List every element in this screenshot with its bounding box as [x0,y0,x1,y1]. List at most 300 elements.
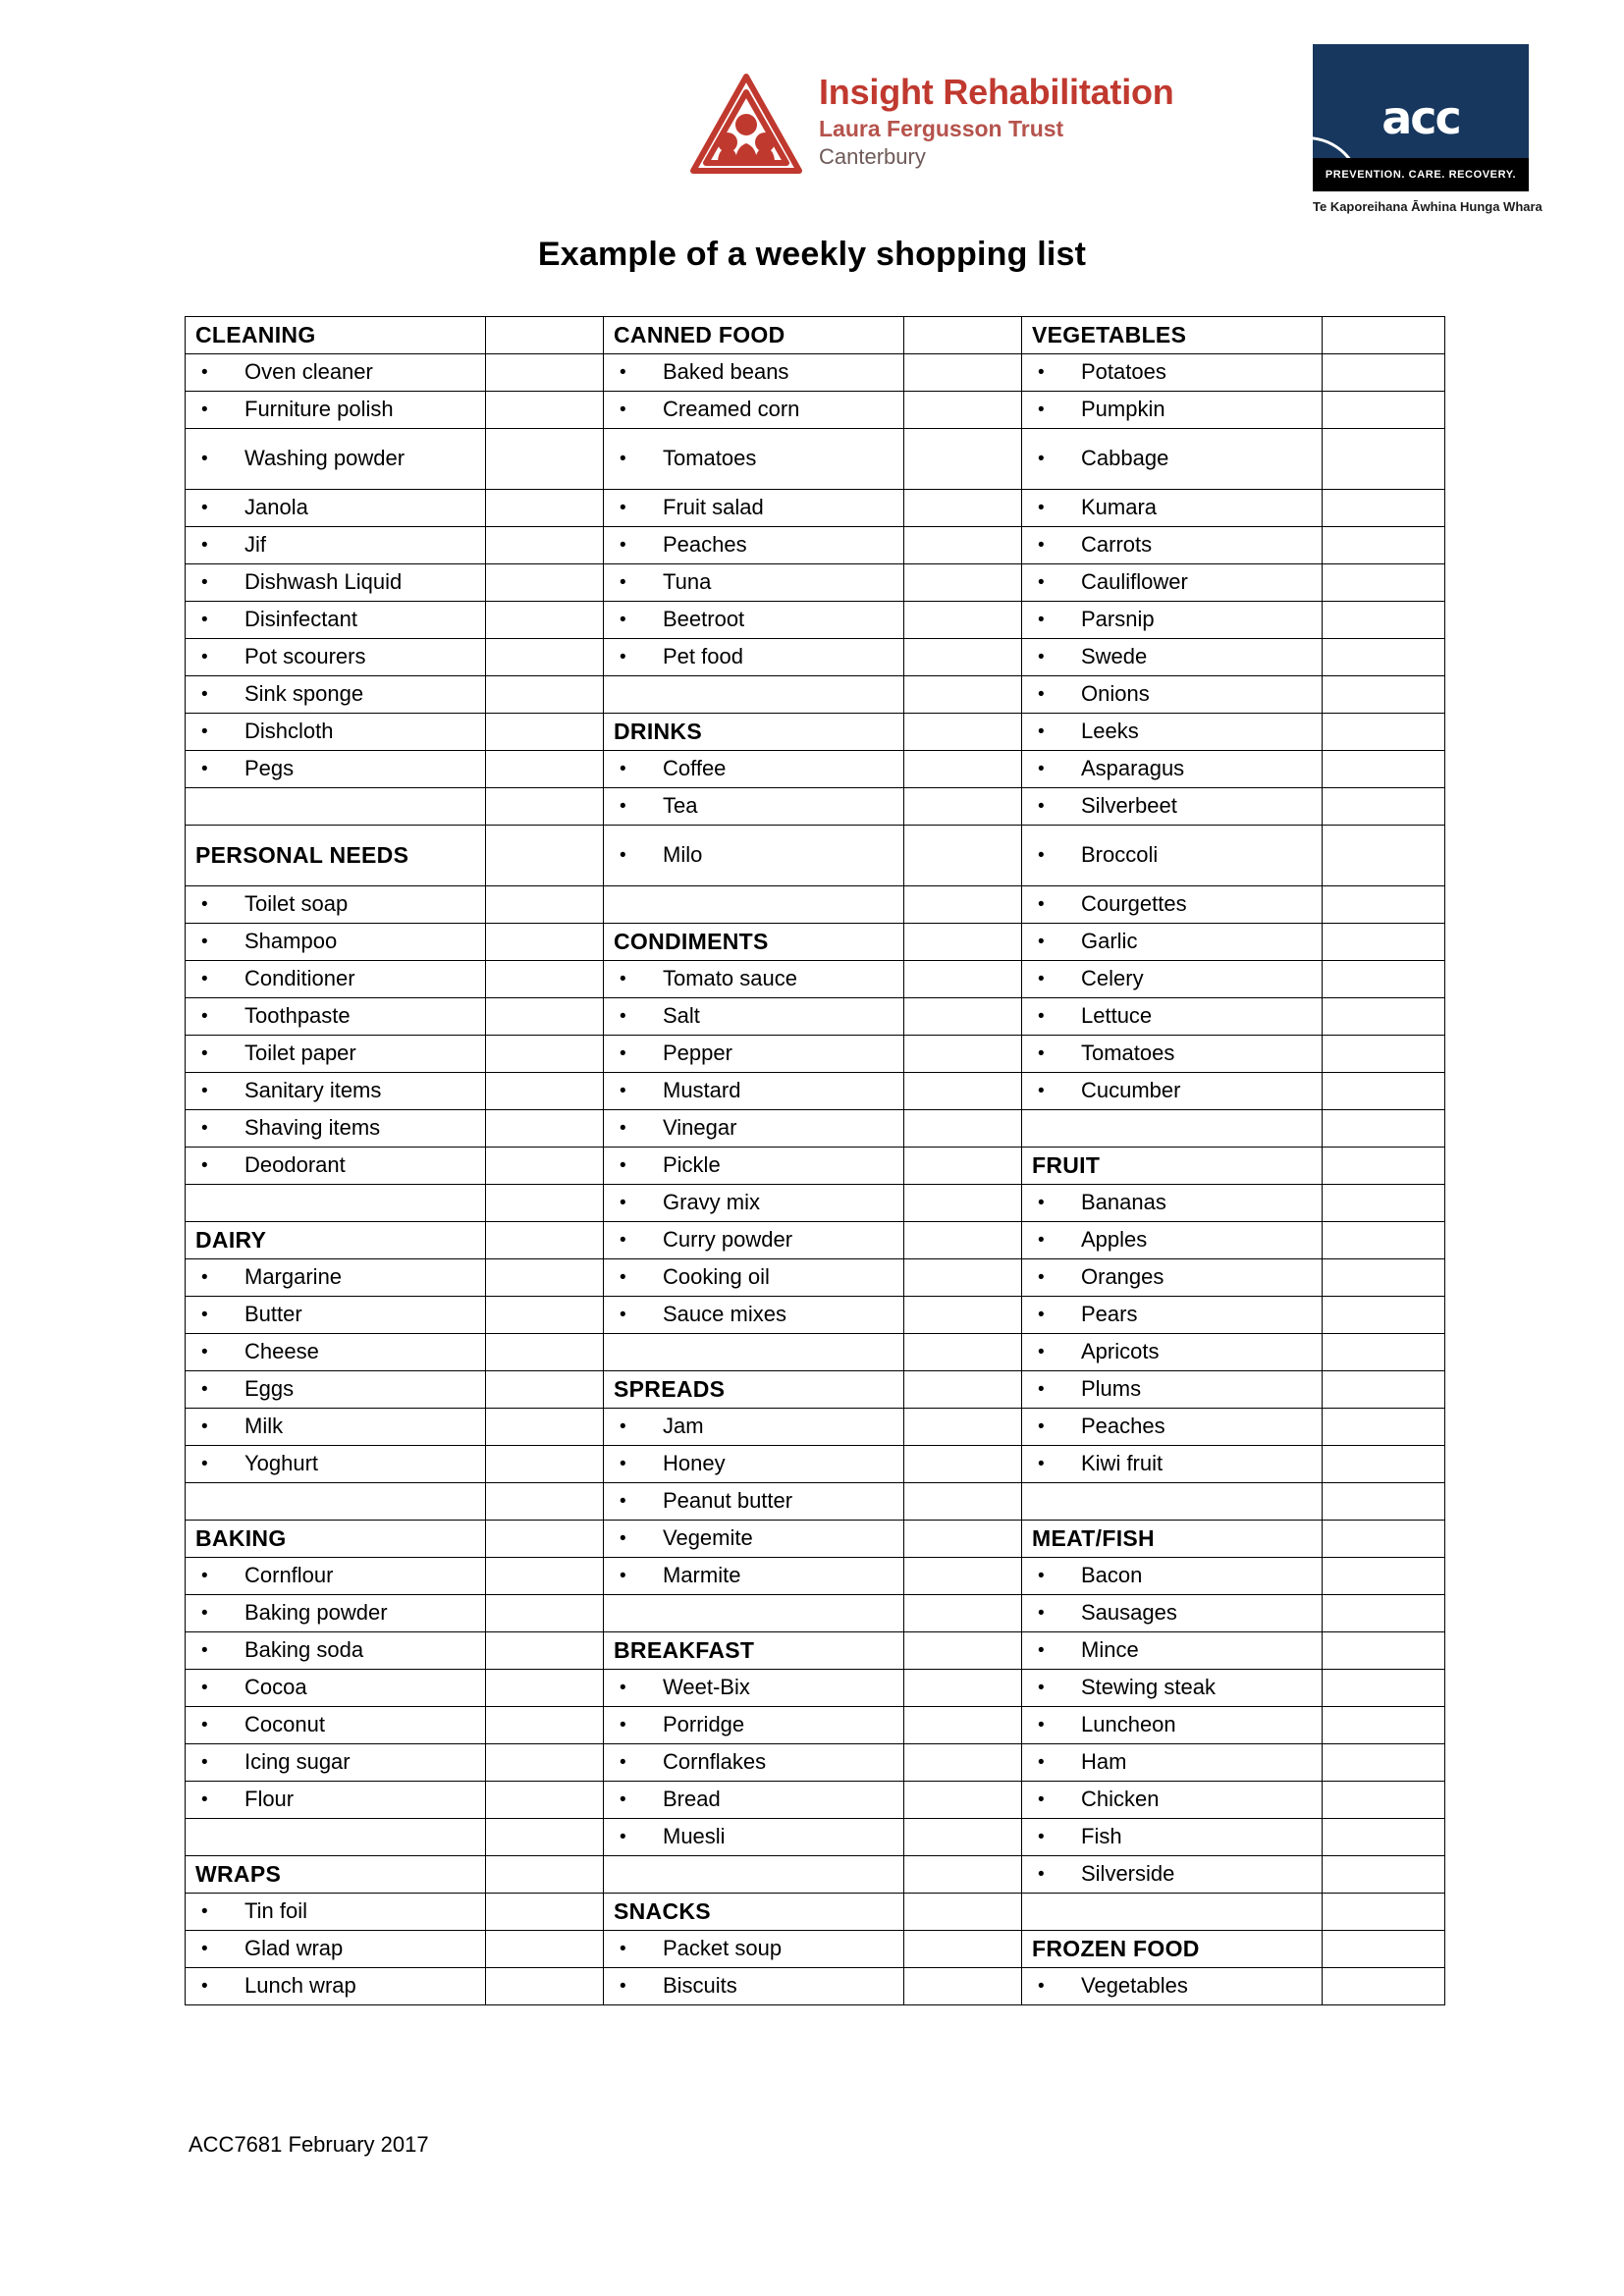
bullet-icon: • [201,646,208,667]
item-tick-cell[interactable] [486,1110,604,1148]
shopping-item-cell [604,392,904,429]
item-tick-cell[interactable] [904,961,1022,998]
shopping-item-cell [604,1782,904,1819]
shopping-item-cell [1022,998,1323,1036]
shopping-item-label: Biscuits [663,1973,737,1999]
item-tick-cell[interactable] [1323,714,1445,751]
item-tick-cell[interactable] [1323,886,1445,924]
bullet-icon: • [620,1714,626,1735]
item-tick-cell[interactable] [904,1483,1022,1521]
item-tick-cell[interactable] [1323,1931,1445,1968]
item-tick-cell[interactable] [904,1073,1022,1110]
item-tick-cell[interactable] [904,1259,1022,1297]
item-tick-cell[interactable] [904,1521,1022,1558]
item-tick-cell[interactable] [1323,1670,1445,1707]
shopping-item-label: Fruit salad [663,495,764,520]
shopping-item [1022,756,1322,781]
item-tick-cell[interactable] [1323,826,1445,886]
item-tick-cell[interactable] [486,1073,604,1110]
shopping-item-cell [1022,714,1323,751]
shopping-item [1022,607,1322,632]
item-tick-cell[interactable] [486,1521,604,1558]
shopping-item-cell [186,602,486,639]
shopping-item-label: Peaches [1081,1414,1165,1439]
shopping-item [604,1302,903,1327]
item-tick-cell[interactable] [904,1819,1022,1856]
item-tick-cell[interactable] [486,1371,604,1409]
item-tick-cell[interactable] [486,354,604,392]
shopping-item-label: Pears [1081,1302,1138,1327]
bullet-icon: • [1038,1042,1045,1064]
table-row [186,1819,1445,1856]
bullet-icon: • [620,1938,626,1959]
item-tick-cell[interactable] [904,639,1022,676]
bullet-icon: • [1038,1714,1045,1735]
shopping-item-cell [1022,429,1323,490]
item-tick-cell[interactable] [1323,1371,1445,1409]
table-row [186,1148,1445,1185]
shopping-item-label: Courgettes [1081,891,1187,917]
shopping-item-cell [186,1073,486,1110]
item-tick-cell[interactable] [904,527,1022,564]
bullet-icon: • [1038,795,1045,817]
bullet-icon: • [620,646,626,667]
category-header-label: MEAT/FISH [1032,1524,1155,1551]
table-row [186,1446,1445,1483]
item-tick-cell[interactable] [1323,1819,1445,1856]
item-tick-cell[interactable] [486,1446,604,1483]
item-tick-cell[interactable] [904,1894,1022,1931]
item-tick-cell[interactable] [486,429,604,490]
category-header-label: CANNED FOOD [614,321,785,347]
shopping-item-label: Peanut butter [663,1488,793,1514]
item-tick-cell[interactable] [486,602,604,639]
item-tick-cell[interactable] [486,1670,604,1707]
bullet-icon: • [1038,1304,1045,1325]
shopping-item-cell [604,429,904,490]
shopping-item-cell [186,1297,486,1334]
shopping-item [604,1525,903,1551]
shopping-item-label: Cocoa [244,1675,307,1700]
item-tick-cell[interactable] [486,639,604,676]
logo-subtitle-region: Canterbury [819,143,926,169]
item-tick-cell[interactable] [486,527,604,564]
shopping-item [604,1078,903,1103]
shopping-item-cell [604,788,904,826]
shopping-item-cell [186,1707,486,1744]
item-tick-cell[interactable] [904,1297,1022,1334]
shopping-item-cell [1022,1073,1323,1110]
item-tick-cell[interactable] [904,998,1022,1036]
item-tick-cell[interactable] [1323,1036,1445,1073]
shopping-item-label: Shaving items [244,1115,381,1141]
shopping-item-label: Janola [244,495,308,520]
category-header-label: CLEANING [195,321,316,347]
item-tick-cell[interactable] [486,1483,604,1521]
category-header-label: WRAPS [195,1860,282,1887]
item-tick-cell[interactable] [1323,317,1445,354]
bullet-icon: • [620,1975,626,1997]
shopping-item-label: Milo [663,842,703,868]
bullet-icon: • [1038,1266,1045,1288]
item-tick-cell[interactable] [1323,1148,1445,1185]
item-tick-cell[interactable] [904,886,1022,924]
shopping-item-cell [1022,676,1323,714]
shopping-item [186,966,485,991]
item-tick-cell[interactable] [1323,1707,1445,1744]
item-tick-cell[interactable] [1323,354,1445,392]
item-tick-cell[interactable] [486,1819,604,1856]
item-tick-cell[interactable] [486,1036,604,1073]
category-header-cell [1022,1521,1323,1558]
table-row [186,639,1445,676]
shopping-item-cell [1022,1297,1323,1334]
item-tick-cell[interactable] [904,490,1022,527]
shopping-item-label: Silverbeet [1081,793,1177,819]
shopping-item [1022,929,1322,954]
item-tick-cell[interactable] [1323,490,1445,527]
shopping-item [186,1451,485,1476]
shopping-item-cell [1022,1222,1323,1259]
item-tick-cell[interactable] [904,392,1022,429]
bullet-icon: • [201,1565,208,1586]
item-tick-cell[interactable] [486,751,604,788]
shopping-item [1022,1712,1322,1737]
item-tick-cell[interactable] [486,1558,604,1595]
item-tick-cell[interactable] [1323,961,1445,998]
item-tick-cell[interactable] [1323,1073,1445,1110]
item-tick-cell[interactable] [1323,527,1445,564]
item-tick-cell[interactable] [904,1595,1022,1632]
shopping-item-cell [186,564,486,602]
shopping-item-cell [1022,1782,1323,1819]
item-tick-cell[interactable] [1323,1222,1445,1259]
shopping-item [186,1749,485,1775]
item-tick-cell[interactable] [486,564,604,602]
item-tick-cell[interactable] [486,490,604,527]
item-tick-cell[interactable] [486,1968,604,2005]
item-tick-cell[interactable] [486,1931,604,1968]
shopping-item [604,397,903,422]
bullet-icon: • [201,683,208,705]
shopping-item-cell [1022,1632,1323,1670]
item-tick-cell[interactable] [1323,602,1445,639]
item-tick-cell[interactable] [486,714,604,751]
item-tick-cell[interactable] [486,924,604,961]
shopping-item [1022,569,1322,595]
shopping-list-table [185,316,1445,2005]
shopping-item-cell [186,1670,486,1707]
shopping-item-label: Baked beans [663,359,789,385]
table-row [186,1744,1445,1782]
shopping-item-label: Packet soup [663,1936,783,1961]
shopping-item-label: Sink sponge [244,681,364,707]
item-tick-cell[interactable] [486,961,604,998]
table-row [186,490,1445,527]
shopping-item [604,1936,903,1961]
shopping-item-label: Washing powder [244,446,406,471]
shopping-item-label: Baking powder [244,1600,388,1626]
empty-cell [604,886,904,924]
shopping-item-cell [604,1707,904,1744]
shopping-item [186,1152,485,1178]
bullet-icon: • [620,1565,626,1586]
shopping-item [186,1264,485,1290]
shopping-item-label: Tomatoes [663,446,757,471]
item-tick-cell[interactable] [904,1409,1022,1446]
item-tick-cell[interactable] [904,788,1022,826]
table-row [186,1632,1445,1670]
item-tick-cell[interactable] [1323,1744,1445,1782]
item-tick-cell[interactable] [1323,788,1445,826]
bullet-icon: • [201,1080,208,1101]
item-tick-cell[interactable] [486,676,604,714]
shopping-item-cell [186,751,486,788]
item-tick-cell[interactable] [1323,1110,1445,1148]
item-tick-cell[interactable] [1323,1483,1445,1521]
shopping-item [604,644,903,669]
item-tick-cell[interactable] [904,751,1022,788]
item-tick-cell[interactable] [904,1446,1022,1483]
item-tick-cell[interactable] [486,1409,604,1446]
bullet-icon: • [201,534,208,556]
shopping-item-label: Coconut [244,1712,325,1737]
shopping-item-label: Milk [244,1414,284,1439]
category-header-label: PERSONAL NEEDS [195,841,409,868]
item-tick-cell[interactable] [904,354,1022,392]
shopping-item [604,1414,903,1439]
category-header-label: SPREADS [614,1375,726,1402]
item-tick-cell[interactable] [904,1782,1022,1819]
shopping-item [604,1003,903,1029]
bullet-icon: • [1038,1863,1045,1885]
item-tick-cell[interactable] [486,1856,604,1894]
item-tick-cell[interactable] [486,392,604,429]
shopping-item-label: Tea [663,793,698,819]
shopping-item-cell [186,1744,486,1782]
item-tick-cell[interactable] [1323,1409,1445,1446]
item-tick-cell[interactable] [904,564,1022,602]
shopping-item-cell [186,1931,486,1968]
bullet-icon: • [1038,609,1045,630]
table-row [186,1558,1445,1595]
shopping-item-cell [604,1819,904,1856]
shopping-item-label: Sauce mixes [663,1302,786,1327]
item-tick-cell[interactable] [1323,998,1445,1036]
bullet-icon: • [620,968,626,989]
shopping-item-cell [186,1595,486,1632]
item-tick-cell[interactable] [904,429,1022,490]
shopping-item [1022,1749,1322,1775]
item-tick-cell[interactable] [486,317,604,354]
item-tick-cell[interactable] [904,1856,1022,1894]
shopping-item [186,644,485,669]
item-tick-cell[interactable] [1323,564,1445,602]
table-row [186,1856,1445,1894]
table-row [186,1670,1445,1707]
bullet-icon: • [1038,646,1045,667]
shopping-item [604,607,903,632]
table-row [186,1073,1445,1110]
table-row [186,826,1445,886]
item-tick-cell[interactable] [486,998,604,1036]
shopping-item [604,793,903,819]
shopping-item-label: Disinfectant [244,607,357,632]
bullet-icon: • [1038,1639,1045,1661]
item-tick-cell[interactable] [486,886,604,924]
shopping-item [604,1115,903,1141]
item-tick-cell[interactable] [904,317,1022,354]
item-tick-cell[interactable] [1323,392,1445,429]
shopping-item [186,359,485,385]
item-tick-cell[interactable] [486,1744,604,1782]
item-tick-cell[interactable] [486,1297,604,1334]
item-tick-cell[interactable] [1323,1334,1445,1371]
item-tick-cell[interactable] [904,1036,1022,1073]
item-tick-cell[interactable] [486,788,604,826]
shopping-item-cell [604,490,904,527]
item-tick-cell[interactable] [1323,1446,1445,1483]
empty-cell [186,1185,486,1222]
shopping-item-cell [604,354,904,392]
item-tick-cell[interactable] [904,924,1022,961]
table-row [186,564,1445,602]
item-tick-cell[interactable] [1323,1856,1445,1894]
shopping-item-cell [604,1409,904,1446]
shopping-item-cell [1022,1185,1323,1222]
bullet-icon: • [1038,534,1045,556]
item-tick-cell[interactable] [904,676,1022,714]
shopping-item-label: Pumpkin [1081,397,1165,422]
item-tick-cell[interactable] [1323,1297,1445,1334]
item-tick-cell[interactable] [486,1222,604,1259]
item-tick-cell[interactable] [1323,1632,1445,1670]
shopping-item-label: Toilet soap [244,891,349,917]
item-tick-cell[interactable] [904,1744,1022,1782]
item-tick-cell[interactable] [486,1894,604,1931]
shopping-item-cell [186,527,486,564]
bullet-icon: • [620,399,626,420]
shopping-item-cell [186,490,486,527]
item-tick-cell[interactable] [904,826,1022,886]
shopping-item-cell [186,1409,486,1446]
item-tick-cell[interactable] [904,1148,1022,1185]
shopping-item [1022,1675,1322,1700]
item-tick-cell[interactable] [904,1222,1022,1259]
item-tick-cell[interactable] [486,1782,604,1819]
item-tick-cell[interactable] [486,1185,604,1222]
bullet-icon: • [620,1527,626,1549]
shopping-item-label: Tuna [663,569,712,595]
bullet-icon: • [620,1042,626,1064]
item-tick-cell[interactable] [486,826,604,886]
shopping-item-label: Lunch wrap [244,1973,356,1999]
shopping-item-cell [186,1968,486,2005]
item-tick-cell[interactable] [904,1371,1022,1409]
bullet-icon: • [201,1900,208,1922]
item-tick-cell[interactable] [486,1707,604,1744]
item-tick-cell[interactable] [904,1110,1022,1148]
shopping-item-cell [604,1036,904,1073]
bullet-icon: • [201,1975,208,1997]
shopping-item-label: Eggs [244,1376,295,1402]
item-tick-cell[interactable] [1323,1782,1445,1819]
item-tick-cell[interactable] [1323,1968,1445,2005]
bullet-icon: • [620,448,626,469]
bullet-icon: • [201,448,208,469]
category-header-cell [604,1894,904,1931]
shopping-item-label: Cabbage [1081,446,1169,471]
item-tick-cell[interactable] [904,1334,1022,1371]
item-tick-cell[interactable] [1323,1595,1445,1632]
bullet-icon: • [620,1789,626,1810]
item-tick-cell[interactable] [904,1670,1022,1707]
category-header-cell [1022,1148,1323,1185]
bullet-icon: • [1038,1975,1045,1997]
item-tick-cell[interactable] [1323,1521,1445,1558]
item-tick-cell[interactable] [1323,676,1445,714]
document-footer: ACC7681 February 2017 [189,2132,429,2157]
shopping-item-label: Sausages [1081,1600,1177,1626]
item-tick-cell[interactable] [1323,1558,1445,1595]
shopping-item-cell [604,639,904,676]
item-tick-cell[interactable] [1323,1185,1445,1222]
shopping-item-cell [604,1744,904,1782]
item-tick-cell[interactable] [1323,639,1445,676]
item-tick-cell[interactable] [1323,751,1445,788]
shopping-item [186,1339,485,1364]
bullet-icon: • [201,1639,208,1661]
item-tick-cell[interactable] [486,1148,604,1185]
item-tick-cell[interactable] [904,1707,1022,1744]
shopping-item-cell [186,639,486,676]
shopping-item-cell [604,1483,904,1521]
shopping-item [1022,1414,1322,1439]
item-tick-cell[interactable] [904,1968,1022,2005]
item-tick-cell[interactable] [904,602,1022,639]
bullet-icon: • [1038,571,1045,593]
shopping-item-label: Dishwash Liquid [244,569,403,595]
shopping-item [604,1041,903,1066]
shopping-item-label: Asparagus [1081,756,1185,781]
item-tick-cell[interactable] [486,1595,604,1632]
shopping-item-label: Toothpaste [244,1003,351,1029]
item-tick-cell[interactable] [904,1931,1022,1968]
table-row [186,961,1445,998]
table-row [186,1483,1445,1521]
item-tick-cell[interactable] [1323,429,1445,490]
shopping-item-label: Peaches [663,532,747,558]
item-tick-cell[interactable] [904,1558,1022,1595]
shopping-item [604,1264,903,1290]
shopping-item-label: Vegemite [663,1525,753,1551]
bullet-icon: • [1038,1229,1045,1251]
item-tick-cell[interactable] [1323,1894,1445,1931]
shopping-item [604,1824,903,1849]
item-tick-cell[interactable] [904,714,1022,751]
shopping-item-label: Glad wrap [244,1936,344,1961]
shopping-item-label: Plums [1081,1376,1142,1402]
item-tick-cell[interactable] [904,1632,1022,1670]
item-tick-cell[interactable] [486,1334,604,1371]
shopping-item [604,569,903,595]
item-tick-cell[interactable] [904,1185,1022,1222]
shopping-item [604,495,903,520]
item-tick-cell[interactable] [486,1259,604,1297]
item-tick-cell[interactable] [486,1632,604,1670]
item-tick-cell[interactable] [1323,924,1445,961]
item-tick-cell[interactable] [1323,1259,1445,1297]
